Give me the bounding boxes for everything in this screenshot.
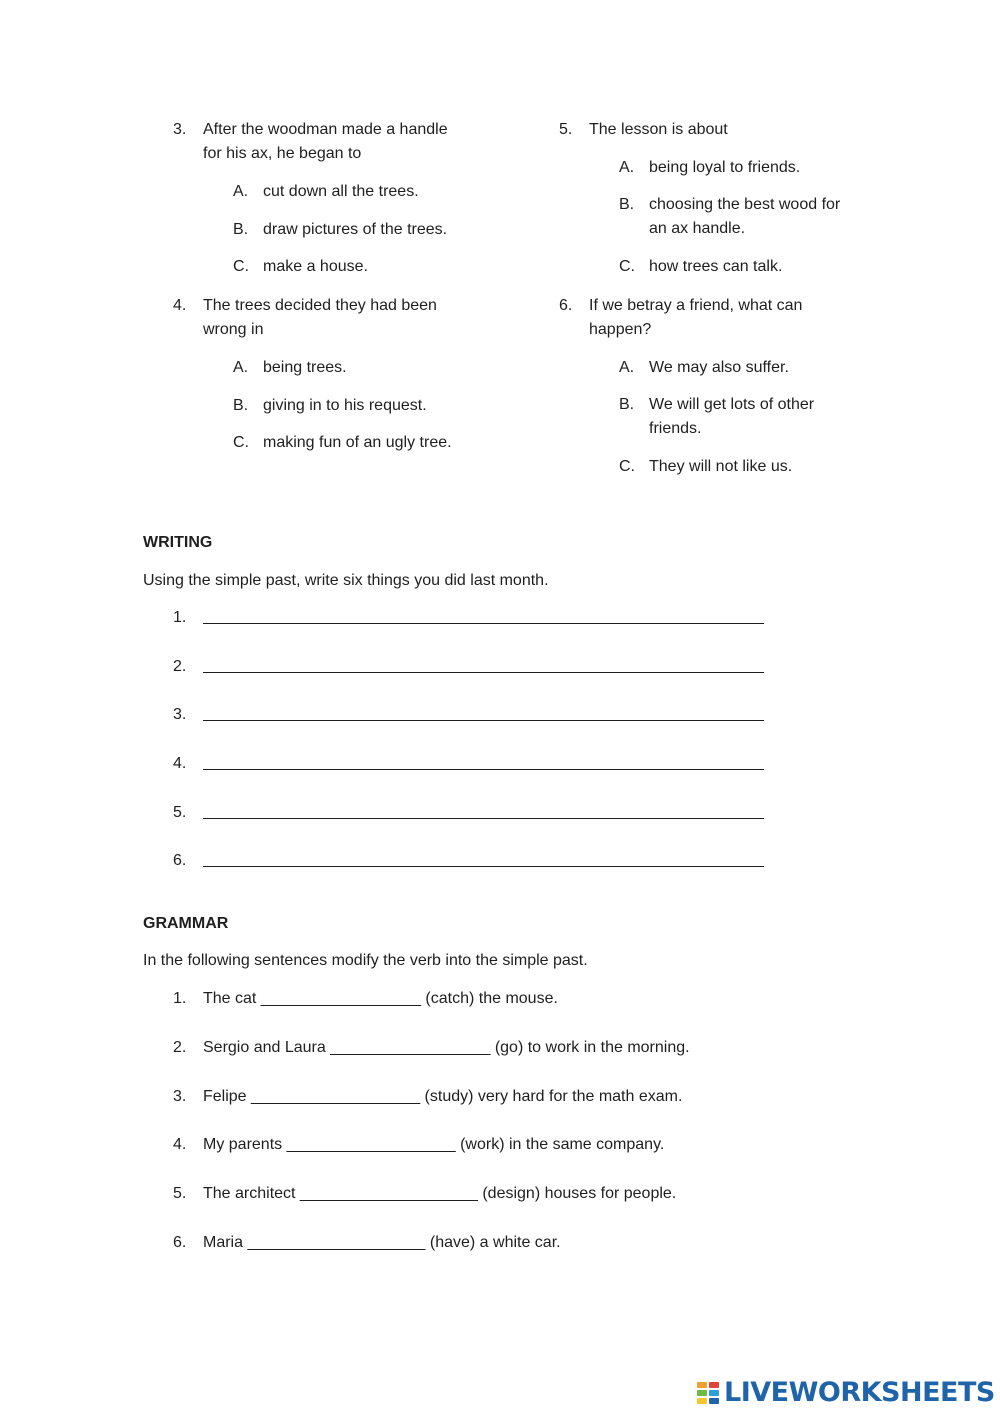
option-letter: A. [619, 159, 635, 176]
question-text-line: If we betray a friend, what can [589, 297, 803, 314]
writing-line-6[interactable] [173, 849, 773, 873]
question-text-line: The lesson is about [589, 121, 728, 138]
option-letter: C. [233, 258, 249, 275]
item-number: 3. [173, 1088, 187, 1105]
option-letter: A. [233, 359, 249, 376]
item-number: 4. [173, 1136, 187, 1153]
writing-line-1[interactable] [173, 606, 773, 630]
question-text [589, 118, 728, 142]
writing-line-3[interactable] [173, 703, 773, 727]
line-number: 3. [173, 706, 187, 723]
option-letter: A. [619, 359, 635, 376]
writing-answer-field[interactable] [203, 623, 764, 624]
writing-line-5[interactable] [173, 801, 773, 825]
writing-answer-field[interactable] [203, 769, 764, 770]
question-text-line: The trees decided they had been [203, 297, 437, 314]
option-text: We will get lots of other friends. [649, 396, 815, 437]
grammar-sentence[interactable]: Sergio and Laura __________________ (go) to work in the morning. [203, 1039, 690, 1056]
option-text: choosing the best wood for an ax handle. [649, 196, 841, 237]
question-number: 4. [173, 297, 187, 314]
logo-block [697, 1398, 707, 1404]
logo-block [697, 1382, 707, 1388]
option-text: how trees can talk. [649, 258, 783, 275]
grammar-sentence[interactable]: The architect ____________________ (design) houses for people. [203, 1185, 677, 1202]
line-number: 1. [173, 609, 187, 626]
grammar-sentence[interactable]: Maria ____________________ (have) a white car. [203, 1234, 561, 1251]
logo-block [709, 1382, 719, 1388]
question-3 [173, 118, 503, 278]
line-number: 4. [173, 755, 187, 772]
writing-answer-field[interactable] [203, 818, 764, 819]
option-text: being trees. [263, 359, 347, 376]
grammar-sentence[interactable]: My parents ___________________ (work) in the same company. [203, 1136, 665, 1153]
logo-block [697, 1390, 707, 1396]
question-text-line: wrong in [203, 321, 264, 338]
logo-block [709, 1390, 719, 1396]
question-text [589, 294, 802, 342]
option-text: making fun of an ugly tree. [263, 434, 452, 451]
writing-answer-field[interactable] [203, 672, 764, 673]
option-letter: C. [619, 458, 635, 475]
item-number: 6. [173, 1234, 187, 1251]
option-letter: B. [233, 221, 249, 238]
grammar-sentence[interactable]: Felipe ___________________ (study) very hard for the math exam. [203, 1088, 683, 1105]
liveworksheets-logo [697, 1376, 995, 1410]
question-text [203, 294, 437, 342]
writing-section-title: WRITING [143, 534, 213, 551]
writing-line-2[interactable] [173, 655, 773, 679]
option-text: We may also suffer. [649, 359, 789, 376]
option-letter: B. [233, 397, 249, 414]
question-number: 6. [559, 297, 573, 314]
option-letter: B. [619, 396, 635, 413]
writing-instruction: Using the simple past, write six things you did last month. [143, 572, 549, 589]
option-letter: A. [233, 183, 249, 200]
question-number: 3. [173, 121, 187, 138]
question-text-line: for his ax, he began to [203, 145, 362, 162]
option-text: draw pictures of the trees. [263, 221, 448, 238]
question-4 [173, 294, 503, 454]
writing-answer-field[interactable] [203, 720, 764, 721]
option-text: They will not like us. [649, 458, 793, 475]
option-letter: B. [619, 196, 635, 213]
item-number: 5. [173, 1185, 187, 1202]
grammar-section-title: GRAMMAR [143, 915, 229, 932]
question-text-line: After the woodman made a handle [203, 121, 448, 138]
grammar-sentence[interactable]: The cat __________________ (catch) the mouse. [203, 990, 558, 1007]
option-text: being loyal to friends. [649, 159, 801, 176]
item-number: 2. [173, 1039, 187, 1056]
grammar-instruction: In the following sentences modify the verb into the simple past. [143, 952, 588, 969]
option-text: giving in to his request. [263, 397, 427, 414]
question-text-line: happen? [589, 321, 652, 338]
option-text: make a house. [263, 258, 368, 275]
option-letter: C. [619, 258, 635, 275]
question-5 [559, 118, 889, 288]
line-number: 2. [173, 658, 187, 675]
line-number: 5. [173, 804, 187, 821]
question-6 [559, 294, 889, 484]
logo-text: LIVEWORKSHEETS [724, 1377, 995, 1408]
writing-line-4[interactable] [173, 752, 773, 776]
logo-block [709, 1398, 719, 1404]
line-number: 6. [173, 852, 187, 869]
writing-answer-field[interactable] [203, 866, 764, 867]
logo-icon [697, 1379, 721, 1407]
option-text: cut down all the trees. [263, 183, 419, 200]
question-text [203, 118, 448, 166]
item-number: 1. [173, 990, 187, 1007]
option-letter: C. [233, 434, 249, 451]
question-number: 5. [559, 121, 573, 138]
